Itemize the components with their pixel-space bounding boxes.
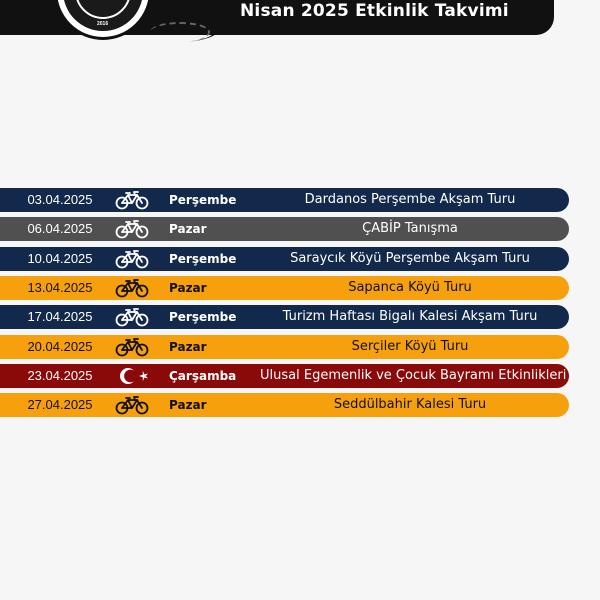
page-title: Nisan 2025 Etkinlik Takvimi: [240, 1, 509, 21]
event-date: 10.04.2025: [27, 250, 93, 266]
bicycle-icon: [115, 249, 149, 269]
event-row: [0, 364, 569, 388]
event-day: Perşembe: [169, 251, 237, 266]
event-title: Dardanos Perşembe Akşam Turu: [304, 192, 516, 207]
turkish-flag-icon: [115, 366, 149, 386]
bicycle-icon: [115, 337, 149, 357]
event-date: 20.04.2025: [27, 338, 93, 354]
event-day: Pazar: [169, 222, 207, 237]
event-day: Pazar: [169, 398, 207, 413]
bicycle-icon: [115, 190, 149, 210]
bicycle-icon: [115, 395, 149, 415]
bicycle-icon: [115, 307, 149, 327]
event-title: Seddülbahir Kalesi Turu: [333, 397, 487, 413]
event-title: Sapanca Köyü Turu: [348, 279, 472, 295]
event-day: Çarşamba: [169, 368, 237, 383]
event-date: 23.04.2025: [27, 367, 93, 383]
event-row: [0, 305, 569, 329]
event-row: [0, 217, 569, 241]
bicycle-icon: [115, 219, 149, 239]
event-day: Perşembe: [169, 310, 237, 325]
event-title: ÇABİP Tanışma: [362, 221, 458, 237]
event-day: Perşembe: [169, 193, 237, 207]
event-date: 17.04.2025: [27, 309, 93, 325]
event-date: 03.04.2025: [27, 192, 93, 207]
event-day: Pazar: [169, 280, 207, 295]
event-title: Saraycık Köyü Perşembe Akşam Turu: [290, 250, 530, 266]
event-date: 13.04.2025: [27, 279, 93, 295]
event-row: [0, 276, 569, 300]
road-decoration: [150, 22, 210, 42]
event-row: [0, 188, 569, 212]
logo-year: 2016: [97, 21, 109, 27]
event-row: [0, 247, 569, 271]
event-date: 27.04.2025: [27, 397, 93, 413]
event-title: Ulusal Egemenlik ve Çocuk Bayramı Etkinlikleri: [260, 367, 567, 383]
event-title: Serçiler Köyü Turu: [351, 338, 469, 354]
event-day: Pazar: [169, 339, 207, 354]
bicycle-icon: [115, 278, 149, 298]
event-row: [0, 393, 569, 417]
event-title: Turizm Haftası Bigalı Kalesi Akşam Turu: [282, 309, 538, 325]
event-date: 06.04.2025: [27, 221, 93, 237]
event-row: [0, 335, 569, 359]
